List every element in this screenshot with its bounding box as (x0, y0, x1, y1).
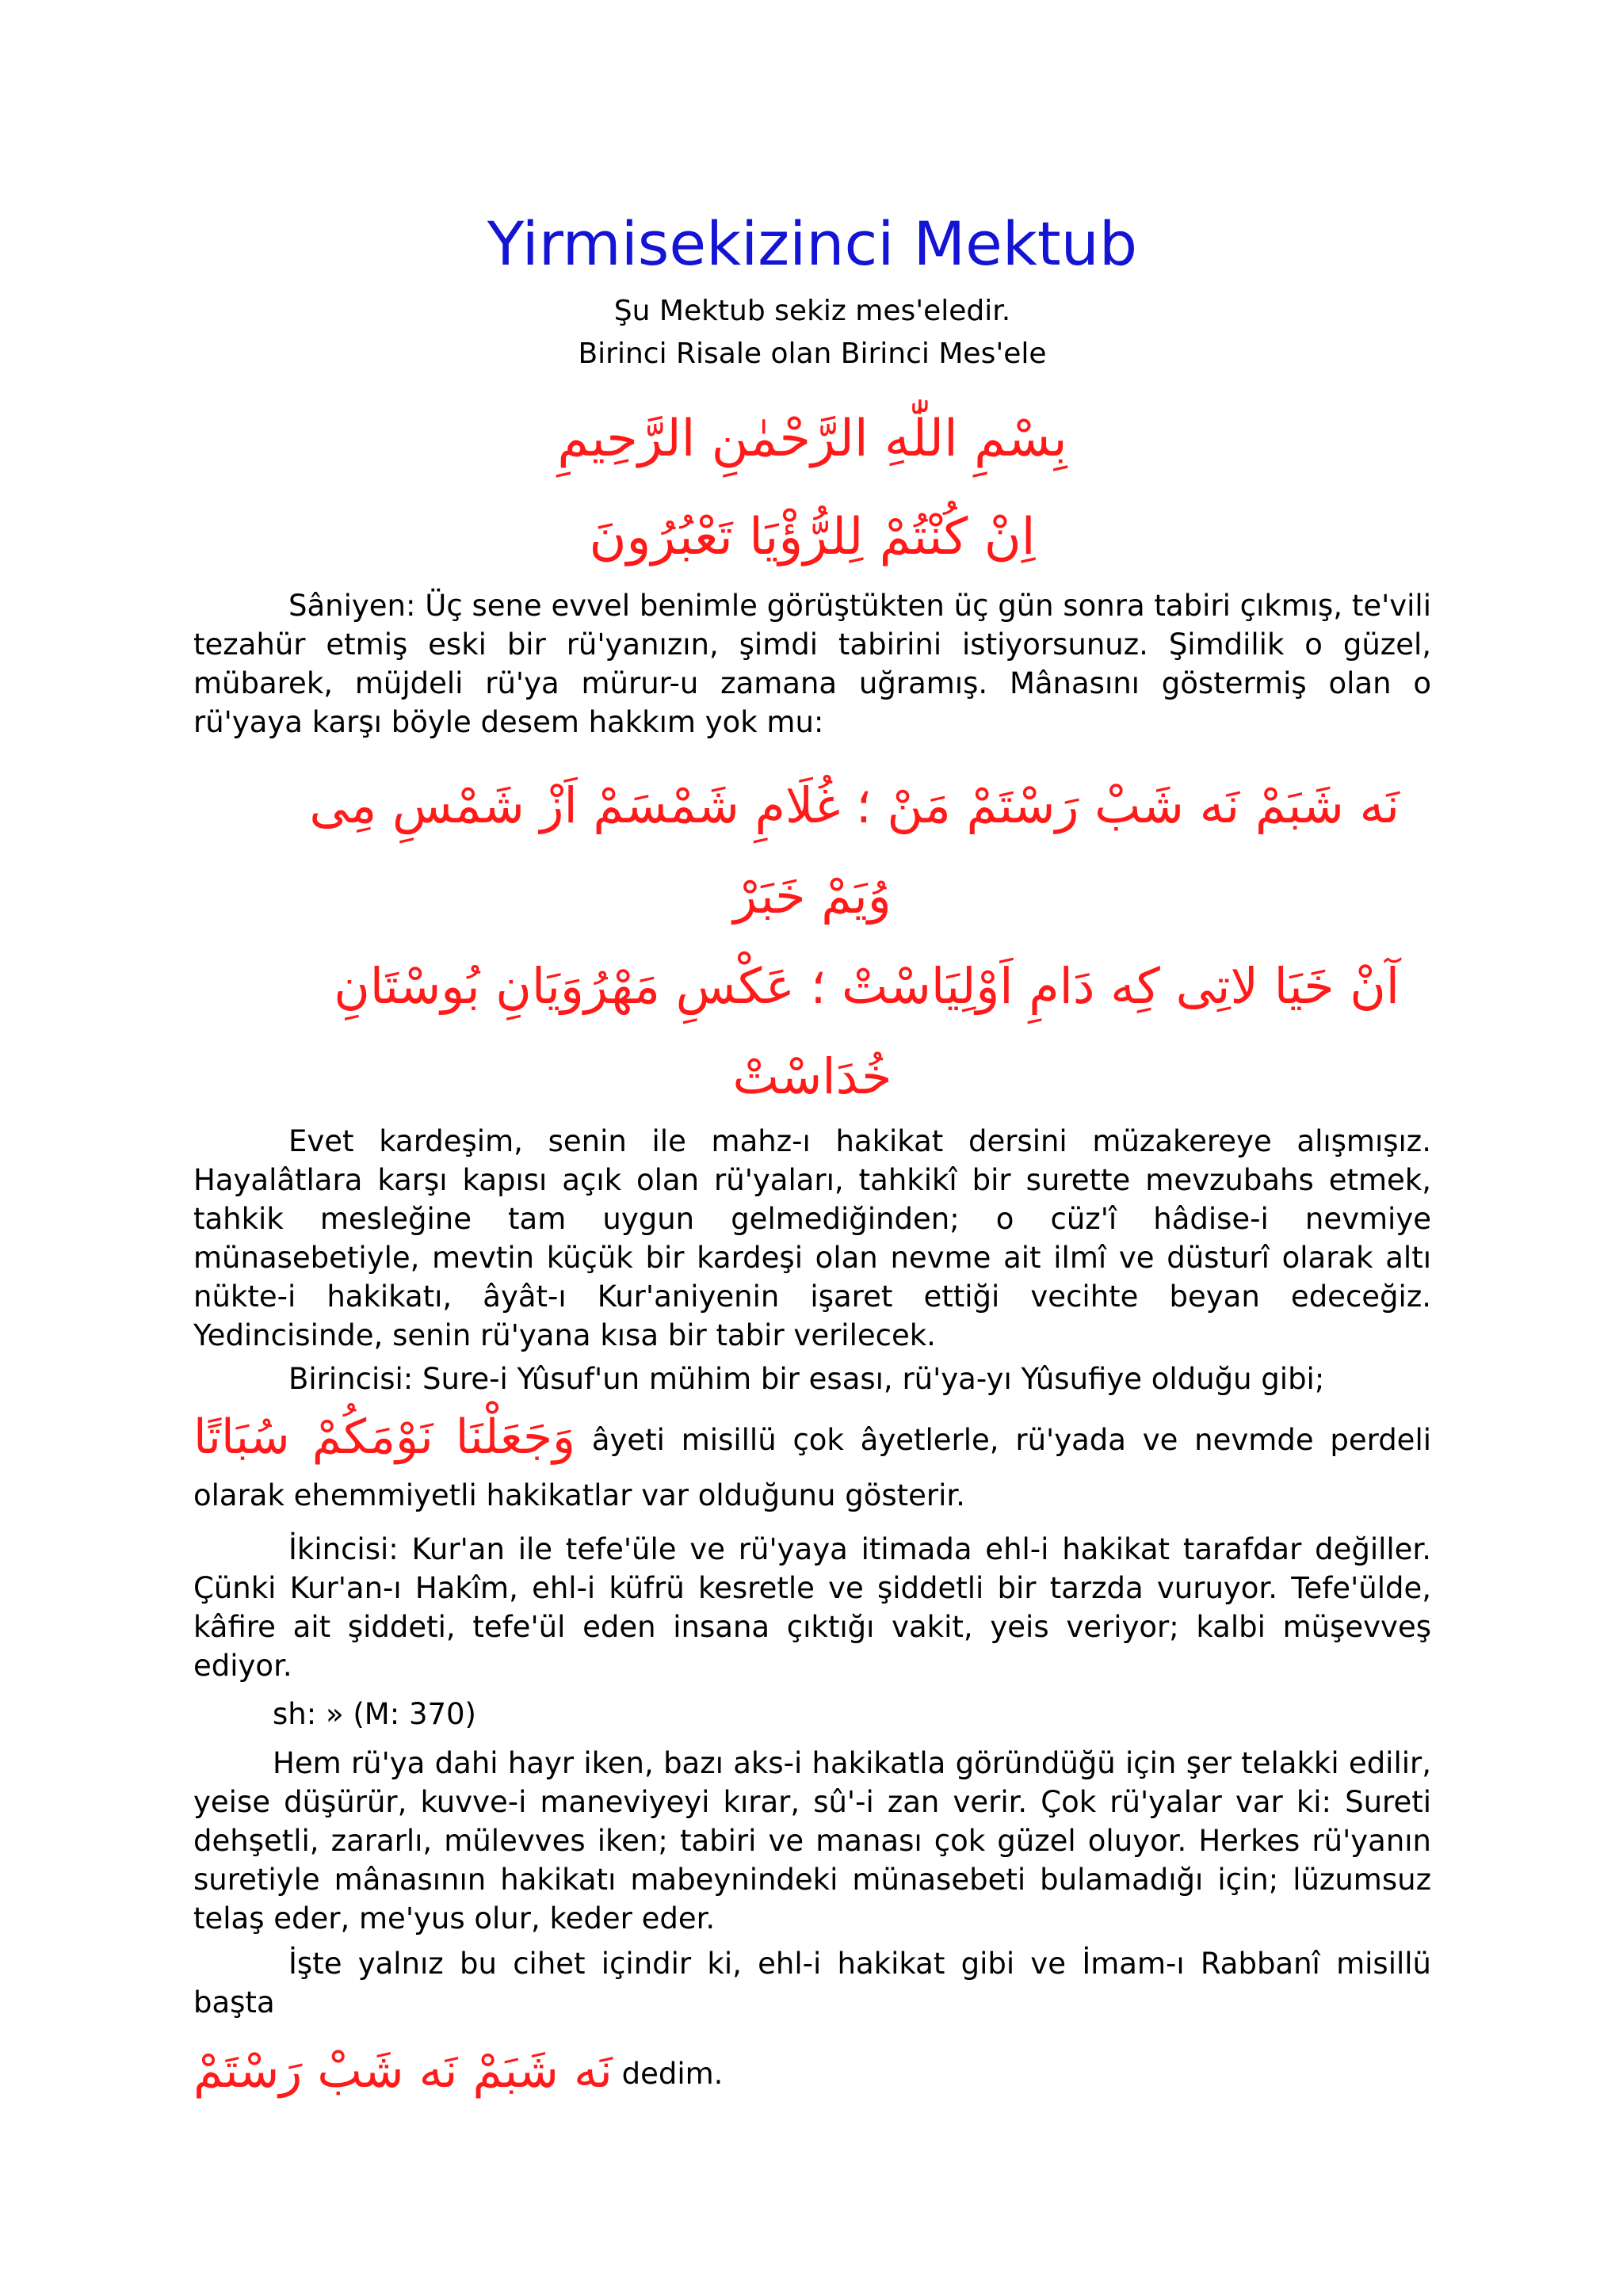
paragraph-iste: İşte yalnız bu cihet içindir ki, ehl-i hakikat gibi ve İmam-ı Rabbanî misillü başta (193, 1947, 1431, 2019)
persian-verse (193, 761, 1431, 1122)
page-content (193, 203, 1431, 2106)
subtitle-2: Birinci Risale olan Birinci Mes'ele (578, 338, 1047, 370)
paragraph-evet: Evet kardeşim, senin ile mahz-ı hakikat dersini müzakereye alışmışız. Hayalâtlara karşı kapısı açık olan rü'yaları, tahkikî bir surette mevzubahs etmek, tahkik mesleğine tam uygun gelmediğinden; o cüz'î hâdise-i nevmiye münasebetiyle, mevtin küçük bir kardeşi olan nevme ait ilmî ve düsturî olarak altı nükte-i hakikatı, âyât-ı Kur'aniyenin işaret ettiği vecihte beyan edeceğiz. Yedincisinde, senin rü'yana kısa bir tabir verilecek. (193, 1124, 1431, 1352)
verse-line-1: نَه شَبَمْ نَه شَبْ رَسْتَمْ مَنْ ؛ غُلَامِ شَمْسَمْ اَزْ شَمْسِ مِى (309, 776, 1400, 834)
verse-line-4: خُدَاسْتْ (732, 1047, 892, 1105)
page-title: Yirmisekizinci Mektub (487, 208, 1138, 279)
paragraph-hem: Hem rü'ya dahi hayr iken, bazı aks-i hakikatla göründüğü için şer telakki edilir, yeise düşürür, kuvve-i maneviyeyi kırar, sû'-i zan verir. Çok rü'yalar var ki: Sureti dehşetli, zararlı, mülevves iken; tabiri ve manası çok güzel oluyor. Herkes rü'yanın suretiyle mânasının hakikatı mabeynindeki münasebeti bulamadığı için; lüzumsuz telaş eder, me'yus olur, keder eder. (193, 1746, 1431, 1936)
paragraph-birincisi: Birincisi: Sure-i Yûsuf'un mühim bir esası, rü'ya-yı Yûsufiye olduğu gibi; (288, 1362, 1325, 1396)
page-reference: sh: » (M: 370) (273, 1697, 476, 1731)
closing-line (193, 2039, 1431, 2106)
paragraph-ayet (193, 1409, 1431, 1524)
subtitle-1: Şu Mektub sekiz mes'eledir. (613, 295, 1011, 327)
inline-ayet: وَجَعَلْنَا نَوْمَكُمْ سُبَاتًا (193, 1409, 576, 1465)
verse-intro: اِنْ كُنْتُمْ لِلرُّؤْيَا تَعْبُرُونَ (589, 508, 1036, 566)
paragraph-saniyen: Sâniyen: Üç sene evvel benimle görüştükten üç gün sonra tabiri çıkmış, te'vili tezahür etmiş eski bir rü'yanızın, şimdi tabirini istiyorsunuz. Şimdilik o güzel, mübarek, müjdeli rü'ya mürur-u zamana uğramış. Mânasını göstermiş olan o rü'yaya karşı böyle desem hakkım yok mu: (193, 589, 1431, 739)
paragraph-ikincisi: İkincisi: Kur'an ile tefe'üle ve rü'yaya itimada ehl-i hakikat tarafdar değiller. Çünki Kur'an-ı Hakîm, ehl-i küfrü kesretle ve şiddetli bir tarzda vuruyor. Tefe'ülde, kâfire ait şiddeti, tefe'ül eden insana çıktığı vakit, yeis veriyor; kalbi müşevveş ediyor. (193, 1532, 1431, 1683)
verse-line-2: وُيَمْ خَبَرْ (733, 867, 892, 925)
verse-line-3: آنْ خَيَا لاتِى كِه دَامِ اَوْلِيَاسْتْ ؛ عَكْسِ مَهْرُوَيَانِ بُوسْتَانِ (334, 957, 1400, 1015)
closing-arabic: نَه شَبَمْ نَه شَبْ رَسْتَمْ (193, 2043, 613, 2099)
basmala: بِسْمِ اللّٰهِ الرَّحْمٰنِ الرَّحِيمِ (557, 410, 1067, 468)
ayet-text: âyeti misillü çok âyetlerle, rü'yada ve nevmde perdeli olarak ehemmiyetli hakikatlar var olduğunu gösterir. (193, 1423, 1431, 1512)
closing-text: dedim. (621, 2057, 724, 2091)
